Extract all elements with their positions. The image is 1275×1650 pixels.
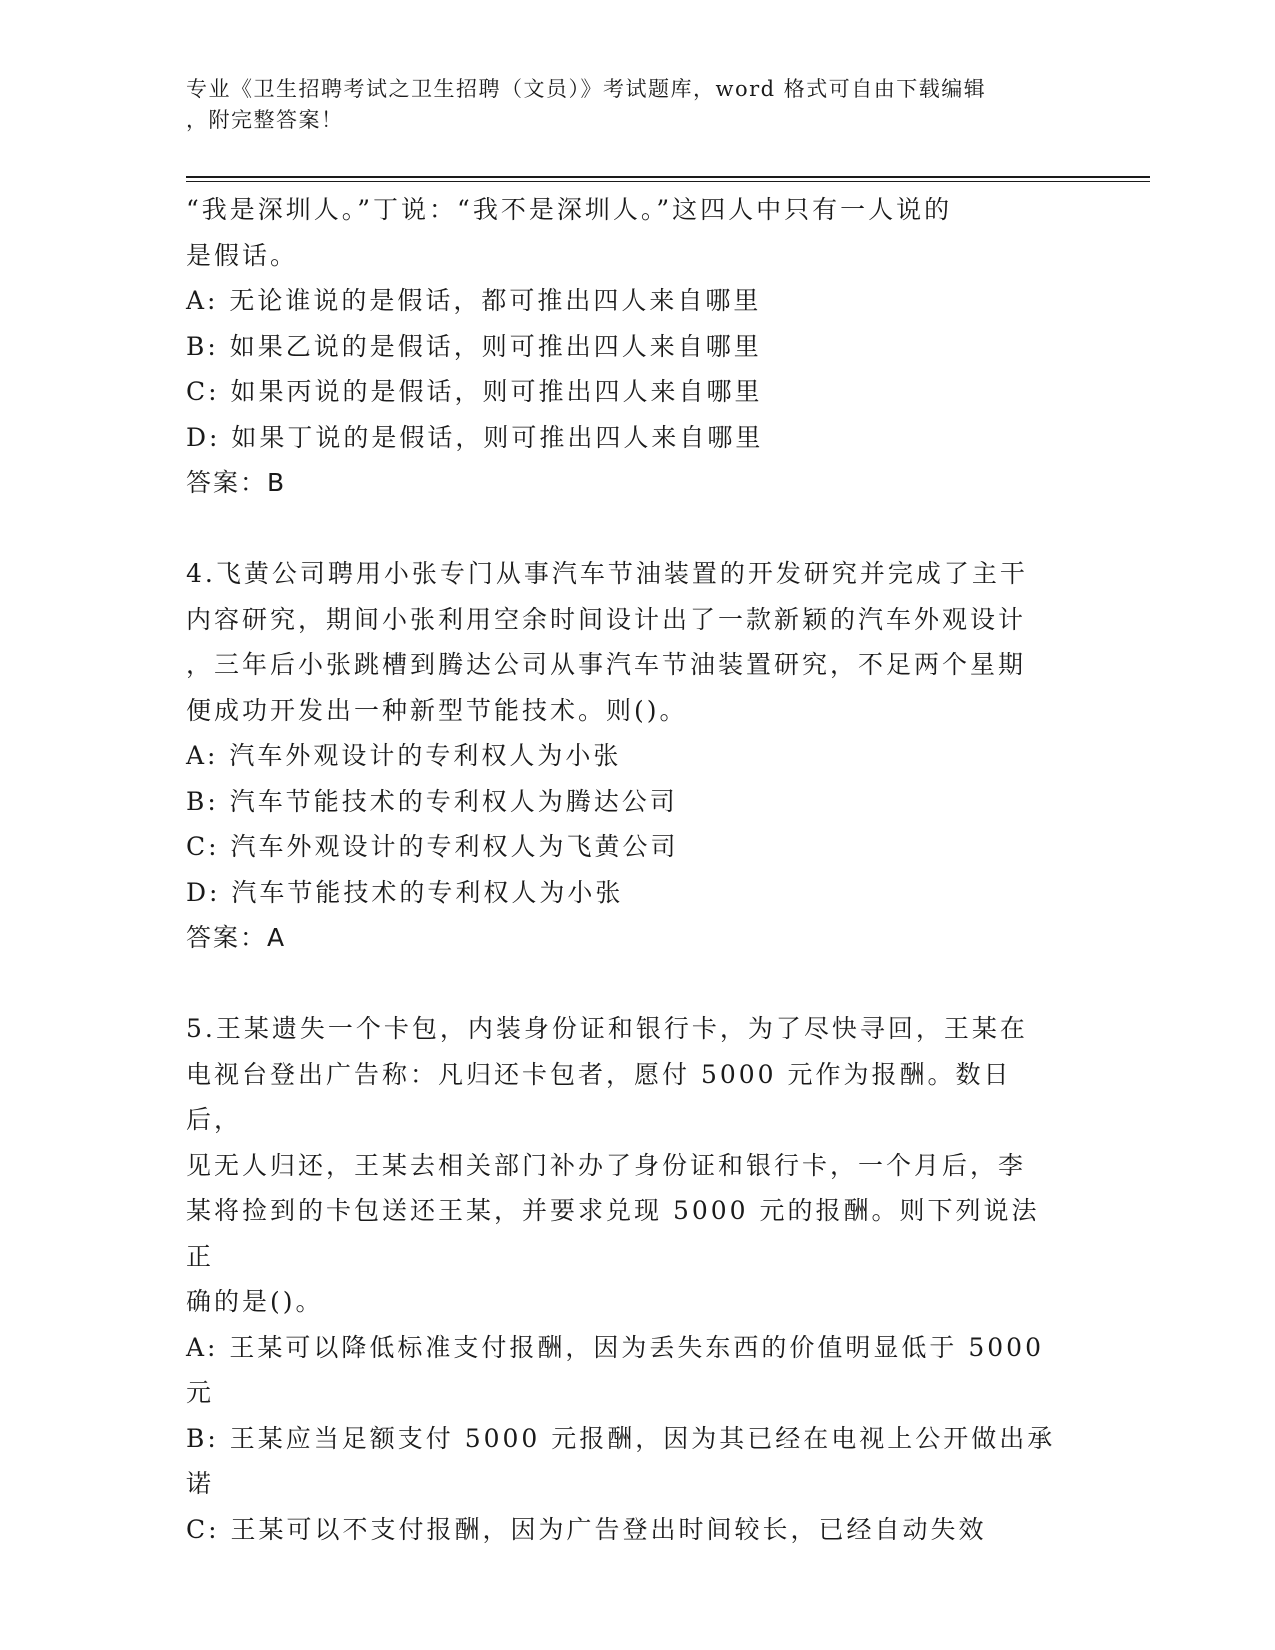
question-4-option-b: B: 汽车节能技术的专利权人为腾达公司	[186, 786, 678, 816]
header-divider-thin	[186, 181, 1150, 182]
document-header	[186, 74, 1066, 136]
document-body	[186, 187, 1066, 1552]
question-4-stem-line: ，三年后小张跳槽到腾达公司从事汽车节油装置研究，不足两个星期	[186, 650, 1027, 679]
question-5-option-b-cont: 诺	[186, 1469, 215, 1498]
question-gap	[186, 506, 1066, 552]
question-5-option-a: A: 王某可以降低标准支付报酬，因为丢失东西的价值明显低于 5000	[186, 1332, 1044, 1362]
question-5-stem-line: 5.王某遗失一个卡包，内装身份证和银行卡，为了尽快寻回，王某在	[186, 1014, 1028, 1043]
header-divider-thick	[186, 176, 1150, 178]
question-4-stem-line: 便成功开发出一种新型节能技术。则()。	[186, 695, 688, 725]
question-5-stem-line: 某将捡到的卡包送还王某，并要求兑现 5000 元的报酬。则下列说法正	[186, 1196, 1040, 1271]
header-line-2: ，附完整答案！	[186, 108, 344, 132]
question-5-stem-line: 电视台登出广告称：凡归还卡包者，愿付 5000 元作为报酬。数日后，	[186, 1059, 1012, 1134]
question-3-option-a: A: 无论谁说的是假话，都可推出四人来自哪里	[186, 286, 762, 315]
question-3-option-c: C: 如果丙说的是假话，则可推出四人来自哪里	[186, 377, 763, 406]
question-4	[186, 551, 1066, 961]
question-gap	[186, 961, 1066, 1007]
question-4-stem-line: 4.飞黄公司聘用小张专门从事汽车节油装置的开发研究并完成了主干	[186, 559, 1028, 588]
question-3-answer: 答案：B	[186, 468, 287, 497]
question-5-option-a-cont: 元	[186, 1378, 215, 1407]
question-5-option-c: C: 王某可以不支付报酬，因为广告登出时间较长，已经自动失效	[186, 1514, 987, 1544]
question-3-option-b: B: 如果乙说的是假话，则可推出四人来自哪里	[186, 331, 762, 361]
question-5	[186, 1006, 1066, 1552]
question-5-stem-line: 确的是()。	[186, 1287, 324, 1316]
question-5-option-b: B: 王某应当足额支付 5000 元报酬，因为其已经在电视上公开做出承	[186, 1423, 1056, 1453]
header-line-1: 专业《卫生招聘考试之卫生招聘（文员）》考试题库，word 格式可自由下载编辑	[186, 77, 987, 101]
question-4-option-d: D: 汽车节能技术的专利权人为小张	[186, 877, 624, 907]
question-4-option-c: C: 汽车外观设计的专利权人为飞黄公司	[186, 832, 679, 861]
question-5-stem-line: 见无人归还，王某去相关部门补办了身份证和银行卡，一个月后，李	[186, 1150, 1027, 1180]
question-3-option-d: D: 如果丁说的是假话，则可推出四人来自哪里	[186, 422, 764, 452]
question-3	[186, 187, 1066, 506]
question-3-stem-line: 是假话。	[186, 240, 299, 270]
question-4-option-a: A: 汽车外观设计的专利权人为小张	[186, 741, 622, 770]
question-4-answer: 答案：A	[186, 923, 287, 952]
question-4-stem-line: 内容研究，期间小张利用空余时间设计出了一款新颖的汽车外观设计	[186, 604, 1027, 634]
question-3-stem-line: “我是深圳人。”丁说：“我不是深圳人。”这四人中只有一人说的	[186, 195, 953, 224]
